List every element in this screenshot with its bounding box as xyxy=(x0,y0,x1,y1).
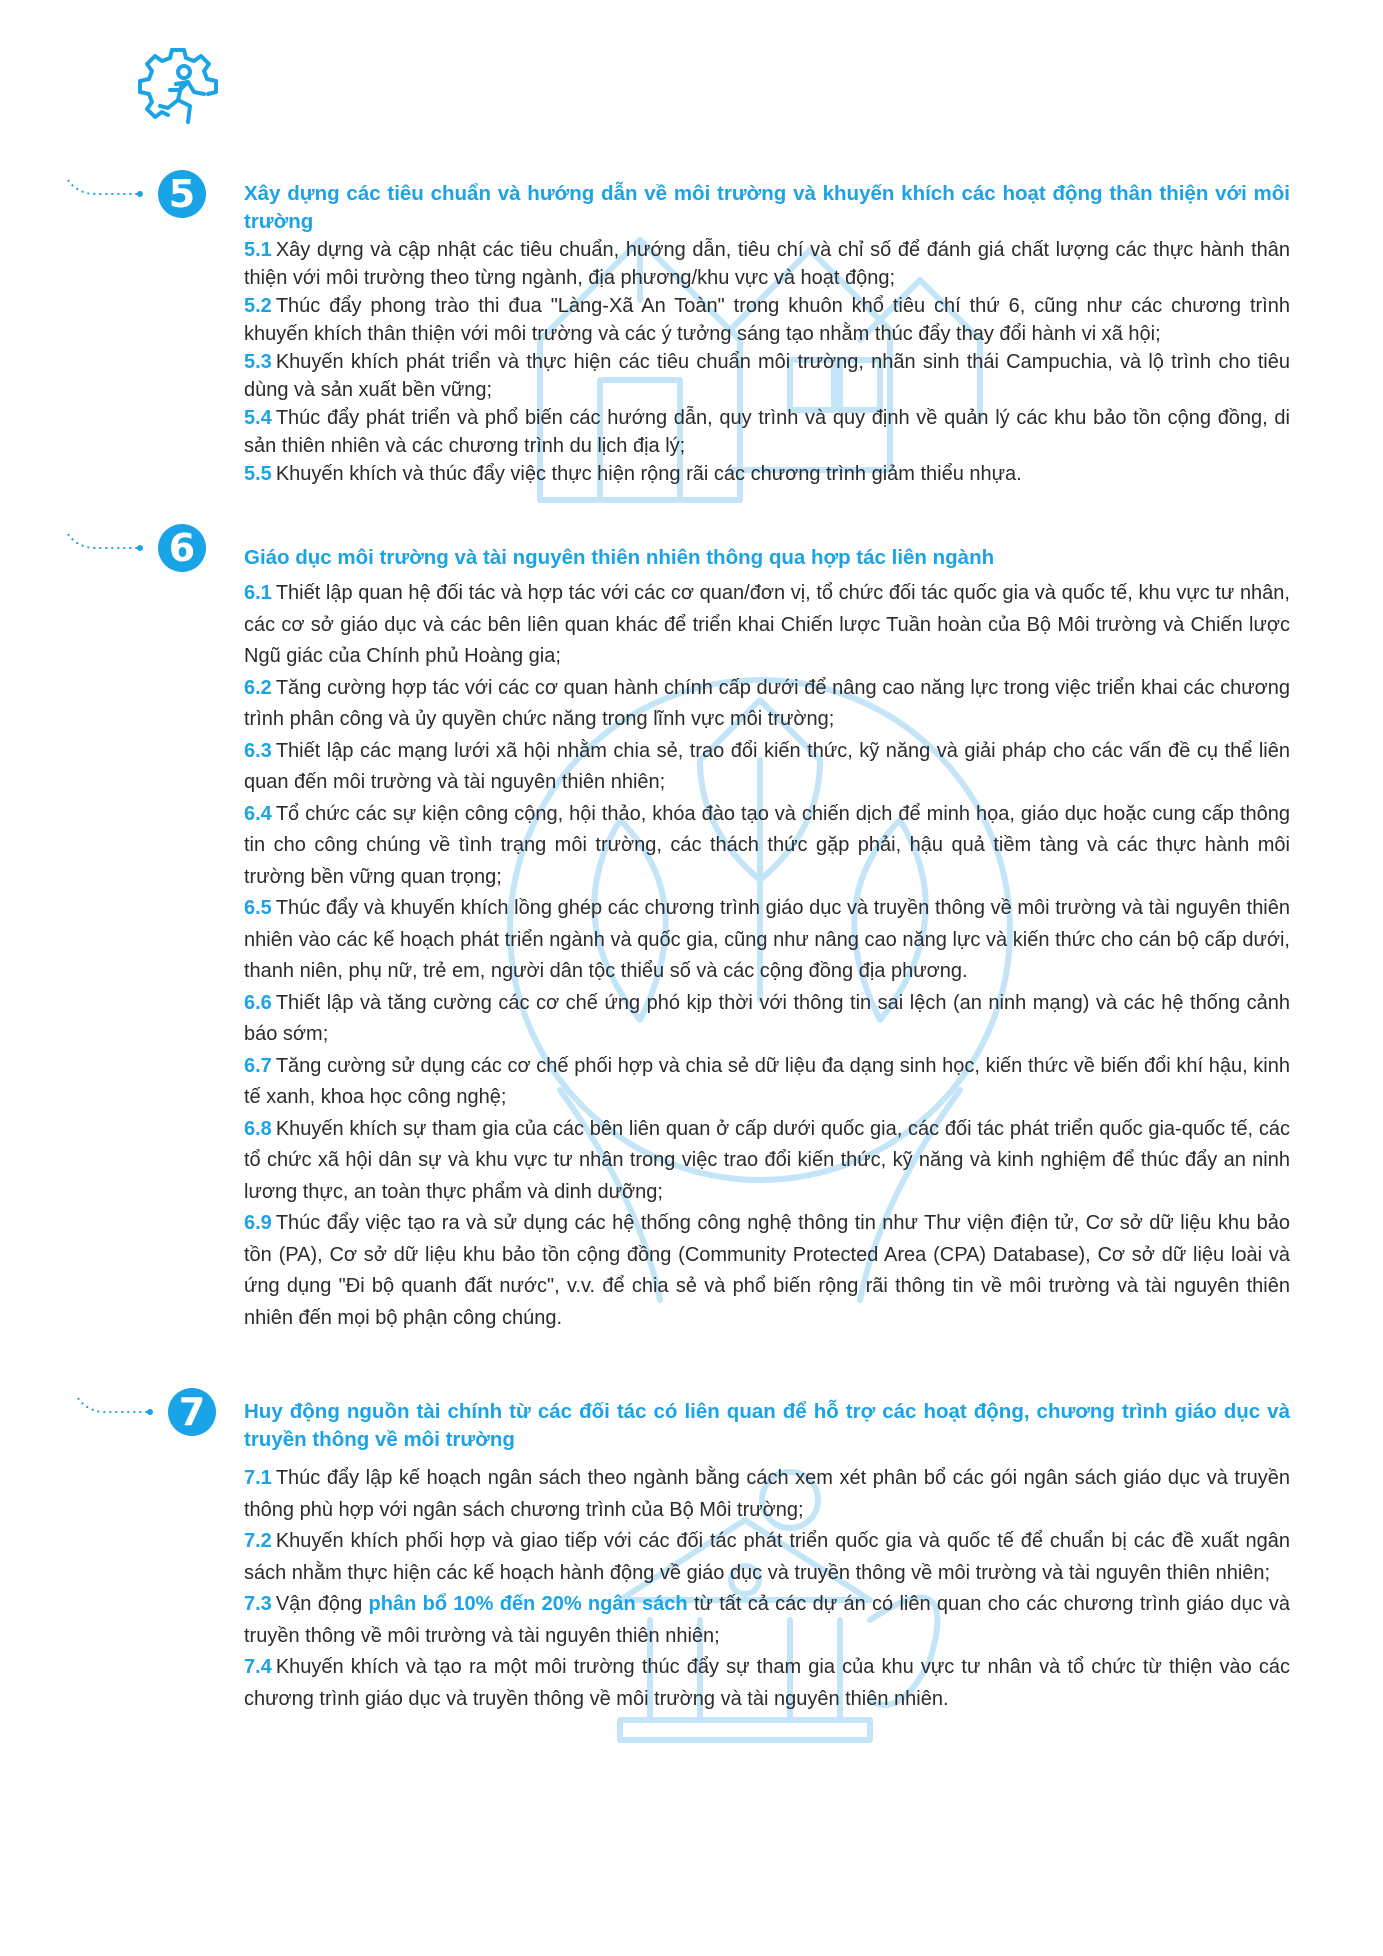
list-item: 6.1 Thiết lập quan hệ đối tác và hợp tác với các cơ quan/đơn vị, tổ chức đối tác quốc gia và quốc tế, khu vực tư nhân, các cơ sở giáo dục và các bên liên quan khác để triển khai Chiến lược Tuần hoàn của Bộ Môi trường và Chiến lược Ngũ giác của Chính phủ Hoàng gia; xyxy=(244,582,1290,667)
list-item: 6.7 Tăng cường sử dụng các cơ chế phối hợp và chia sẻ dữ liệu đa dạng sinh học, kiến thức về biến đổi khí hậu, kinh tế xanh, khoa học công nghệ; xyxy=(244,1054,1290,1108)
section-items xyxy=(244,578,1290,1334)
list-item: 7.4 Khuyến khích và tạo ra một môi trường thúc đẩy sự tham gia của khu vực tư nhân và tổ chức từ thiện vào các chương trình giáo dục và truyền thông về môi trường và tài nguyên thiên nhiên. xyxy=(244,1656,1290,1710)
section-items xyxy=(244,1463,1290,1715)
dotted-leader-icon xyxy=(66,178,144,200)
dotted-leader-icon xyxy=(76,1396,154,1418)
budget-highlight: phân bổ 10% đến 20% ngân sách xyxy=(368,1593,688,1615)
section-number-badge: 7 xyxy=(168,1388,216,1436)
section-heading: Giáo dục môi trường và tài nguyên thiên nhiên thông qua hợp tác liên ngành xyxy=(244,546,995,569)
list-item: 6.5 Thúc đẩy và khuyến khích lồng ghép các chương trình giáo dục và truyền thông về môi trường và tài nguyên thiên nhiên vào các kế hoạch phát triển ngành và quốc gia, cũng như nâng cao năng lực và kiến thức cho cán bộ cấp dưới, thanh niên, phụ nữ, trẻ em, người dân tộc thiểu số và các cộng đồng địa phương. xyxy=(244,897,1290,982)
dotted-leader-icon xyxy=(66,532,144,554)
gear-runner-icon xyxy=(132,42,228,138)
list-item: 5.4 Thúc đẩy phát triển và phổ biến các hướng dẫn, quy trình và quy định về quản lý các khu bảo tồn cộng đồng, di sản thiên nhiên và các chương trình du lịch địa lý; xyxy=(244,407,1290,457)
list-item: 6.3 Thiết lập các mạng lưới xã hội nhằm chia sẻ, trao đổi kiến thức, kỹ năng và giải pháp cho các vấn đề cụ thể liên quan đến môi trường và tài nguyên thiên nhiên; xyxy=(244,739,1290,793)
list-item: 5.2 Thúc đẩy phong trào thi đua "Làng-Xã An Toàn" trong khuôn khổ tiêu chí thứ 6, cũng như các chương trình khuyến khích thân thiện với môi trường và các ý tưởng sáng tạo nhằm thúc đẩy thay đổi hành vi xã hội; xyxy=(244,295,1290,345)
list-item: 5.1 Xây dựng và cập nhật các tiêu chuẩn, hướng dẫn, tiêu chí và chỉ số để đánh giá chất lượng các thực hành thân thiện với môi trường theo từng ngành, địa phương/khu vực và hoạt động; xyxy=(244,239,1290,289)
section-items xyxy=(244,236,1290,488)
list-item: 7.2 Khuyến khích phối hợp và giao tiếp với các đối tác phát triển quốc gia và quốc tế để chuẩn bị các đề xuất ngân sách nhằm thực hiện các kế hoạch hành động về giáo dục và truyền thông về môi trường và tài nguyên thiên nhiên; xyxy=(244,1530,1290,1584)
list-item: 5.3 Khuyến khích phát triển và thực hiện các tiêu chuẩn môi trường, nhãn sinh thái Campuchia, và lộ trình cho tiêu dùng và sản xuất bền vững; xyxy=(244,351,1290,401)
list-item: 5.5 Khuyến khích và thúc đẩy việc thực hiện rộng rãi các chương trình giảm thiểu nhựa. xyxy=(244,463,1022,485)
list-item: 6.2 Tăng cường hợp tác với các cơ quan hành chính cấp dưới để nâng cao năng lực trong việc triển khai các chương trình phân công và ủy quyền chức năng trong lĩnh vực môi trường; xyxy=(244,676,1290,730)
list-item: 6.6 Thiết lập và tăng cường các cơ chế ứng phó kịp thời với thông tin sai lệch (an ninh mạng) và các hệ thống cảnh báo sớm; xyxy=(244,991,1290,1045)
list-item: 6.4 Tổ chức các sự kiện công cộng, hội thảo, khóa đào tạo và chiến dịch để minh họa, giáo dục hoặc cung cấp thông tin cho công chúng về tình trạng môi trường, các thách thức gặp phải, hậu quả tiềm tàng và các thực hành môi trường bền vững quan trọng; xyxy=(244,802,1290,888)
list-item: 6.8 Khuyến khích sự tham gia của các bên liên quan ở cấp dưới quốc gia, các đối tác phát triển quốc gia-quốc tế, các tổ chức xã hội dân sự và khu vực tư nhân trong việc trao đổi kiến thức, kỹ năng và kinh nghiệm để thúc đẩy an ninh lương thực, an toàn thực phẩm và dinh dưỡng; xyxy=(244,1117,1290,1203)
list-item: 6.9 Thúc đẩy việc tạo ra và sử dụng các hệ thống công nghệ thông tin như Thư viện điện tử, Cơ sở dữ liệu khu bảo tồn (PA), Cơ sở dữ liệu khu bảo tồn cộng đồng (Community Protected Area (CPA) Database), Cơ sở dữ liệu loài và ứng dụng "Đi bộ quanh đất nước", v.v. để chia sẻ và phổ biến rộng rãi thông tin về môi trường và tài nguyên thiên nhiên đến mọi bộ phận công chúng. xyxy=(244,1212,1290,1329)
section-heading: Xây dựng các tiêu chuẩn và hướng dẫn về môi trường và khuyến khích các hoạt động thân thiện với môi trường xyxy=(244,182,1290,233)
section-number-badge: 5 xyxy=(158,170,206,218)
list-item: 7.1 Thúc đẩy lập kế hoạch ngân sách theo ngành bằng cách xem xét phân bổ các gói ngân sách giáo dục và truyền thông phù hợp với ngân sách chương trình của Bộ Môi trường; xyxy=(244,1467,1290,1521)
section-number-badge: 6 xyxy=(158,524,206,572)
section-heading: Huy động nguồn tài chính từ các đối tác có liên quan để hỗ trợ các hoạt động, chương trình giáo dục và truyền thông về môi trường xyxy=(244,1400,1290,1451)
list-item: 7.3 Vận động phân bổ 10% đến 20% ngân sách từ tất cả các dự án có liên quan cho các chương trình giáo dục và truyền thông về môi trường và tài nguyên thiên nhiên; xyxy=(244,1593,1291,1647)
